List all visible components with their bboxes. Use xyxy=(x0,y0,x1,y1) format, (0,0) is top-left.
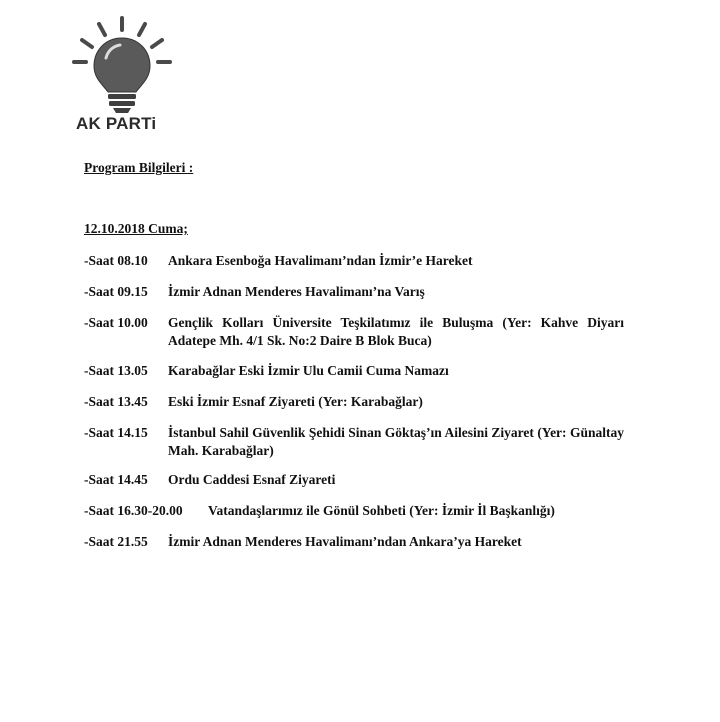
entry-time: -Saat 14.45 xyxy=(84,472,148,487)
entry-description: Vatandaşlarımız ile Gönül Sohbeti (Yer: İzmir İl Başkanlığı) xyxy=(208,503,555,518)
section-title: Program Bilgileri : xyxy=(84,160,194,175)
party-name: AK PARTi xyxy=(76,114,157,133)
entry-time: -Saat 14.15 xyxy=(84,425,148,440)
ak-parti-logo xyxy=(66,14,178,132)
date-heading: 12.10.2018 Cuma; xyxy=(84,221,188,236)
entry-time: -Saat 13.45 xyxy=(84,394,148,409)
entry-description: Gençlik Kolları Üniversite Teşkilatımız ile Buluşma (Yer: Kahve Diyarı Adatepe Mh. 4/1 Sk. No:2 Daire B Blok Buca) xyxy=(168,315,624,348)
entry-time: -Saat 10.00 xyxy=(84,315,148,330)
lightbulb-icon xyxy=(66,14,178,114)
entry-time: -Saat 21.55 xyxy=(84,534,148,549)
entry-description: Karabağlar Eski İzmir Ulu Camii Cuma Namazı xyxy=(168,363,449,378)
entry-description: İstanbul Sahil Güvenlik Şehidi Sinan Göktaş’ın Ailesini Ziyaret (Yer: Günaltay Mah. Karabağlar) xyxy=(168,425,624,458)
entry-description: İzmir Adnan Menderes Havalimanı’na Varış xyxy=(168,284,425,299)
entry-time: -Saat 08.10 xyxy=(84,253,148,268)
entry-description: İzmir Adnan Menderes Havalimanı’ndan Ankara’ya Hareket xyxy=(168,534,522,549)
entry-time: -Saat 09.15 xyxy=(84,284,148,299)
entry-description: Eski İzmir Esnaf Ziyareti (Yer: Karabağlar) xyxy=(168,394,423,409)
entry-description: Ordu Caddesi Esnaf Ziyareti xyxy=(168,472,336,487)
entry-time: -Saat 16.30-20.00 xyxy=(84,503,183,518)
entry-time: -Saat 13.05 xyxy=(84,363,148,378)
entry-description: Ankara Esenboğa Havalimanı’ndan İzmir’e Hareket xyxy=(168,253,473,268)
